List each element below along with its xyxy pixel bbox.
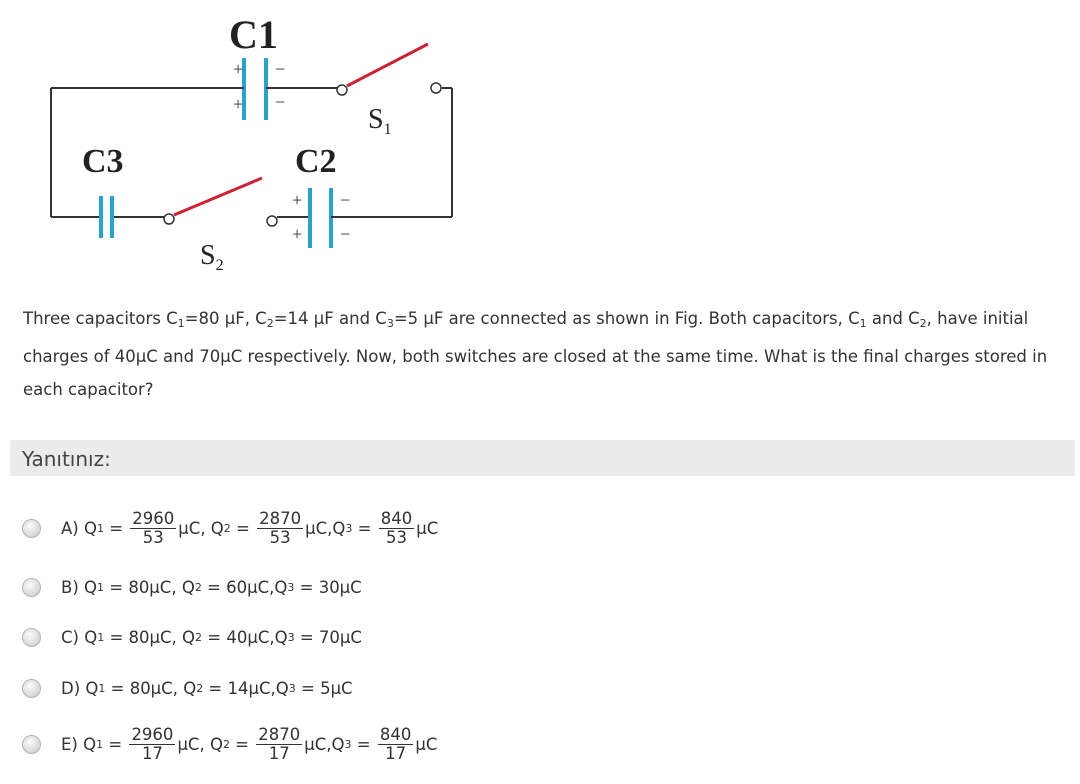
option-e-radio[interactable] (22, 735, 41, 754)
option-e[interactable] (22, 724, 437, 764)
s1-label: $S_1$ (368, 104, 392, 138)
circuit-diagram (0, 0, 470, 290)
option-a-radio[interactable] (22, 519, 41, 538)
option-e-text: E) Q 1 = $\frac{2960}{17}$ μC, Q 2 = $\frac{2870}{17}$ μC,Q 3 = $\frac{840}{17}$ μC (61, 724, 438, 763)
option-b-radio[interactable] (22, 578, 41, 597)
c2-minus-top: − (340, 190, 351, 210)
answer-header (10, 440, 1075, 476)
switch-s1 (337, 44, 441, 95)
option-c-radio[interactable] (22, 628, 41, 647)
option-b-text: B) Q 1 = 80μC, Q 2 = 60μC,Q 3 = 30μC (61, 577, 362, 597)
option-a[interactable] (22, 508, 438, 548)
capacitor-c3 (101, 196, 112, 238)
switch-s2 (164, 178, 277, 226)
c2-minus-bottom: − (340, 224, 351, 244)
option-b[interactable] (22, 567, 362, 607)
answer-label: Yanıtınız: (22, 447, 111, 471)
c1-plus-bottom: + (233, 94, 244, 114)
c1-plus-top: + (233, 59, 244, 79)
option-c[interactable] (22, 617, 362, 657)
option-d-radio[interactable] (22, 679, 41, 698)
c1-minus-bottom: − (275, 92, 286, 112)
s2-label: $S_2$ (200, 240, 224, 274)
question-text: Three capacitors $C_1=80$ μF, $C_2=14$ μF and $C_3=5$ μF are connected as shown in Fig. Both capacitors, $C_1$ and $C_2$, have initial charges of 40μC and 70μC respectively. Now, both switches are closed at the same time. What is the final charges stored in each capacitor? (23, 309, 1048, 399)
option-a-text: A) Q 1 = $\frac{2960}{53}$ μC, Q 2 = $\frac{2870}{53}$ μC,Q 3 = $\frac{840}{53}$ μC (61, 508, 439, 547)
option-c-text: C) Q 1 = 80μC, Q 2 = 40μC,Q 3 = 70μC (61, 627, 362, 647)
c3-label: C3 (82, 143, 124, 180)
c2-label: C2 (295, 143, 337, 180)
option-d-text: D) Q 1 = 80μC, Q 2 = 14μC,Q 3 = 5μC (61, 678, 353, 698)
option-d[interactable] (22, 668, 353, 708)
c2-plus-bottom: + (292, 224, 303, 244)
c1-minus-top: − (275, 59, 286, 79)
c2-plus-top: + (292, 190, 303, 210)
c1-label: C1 (229, 12, 278, 57)
